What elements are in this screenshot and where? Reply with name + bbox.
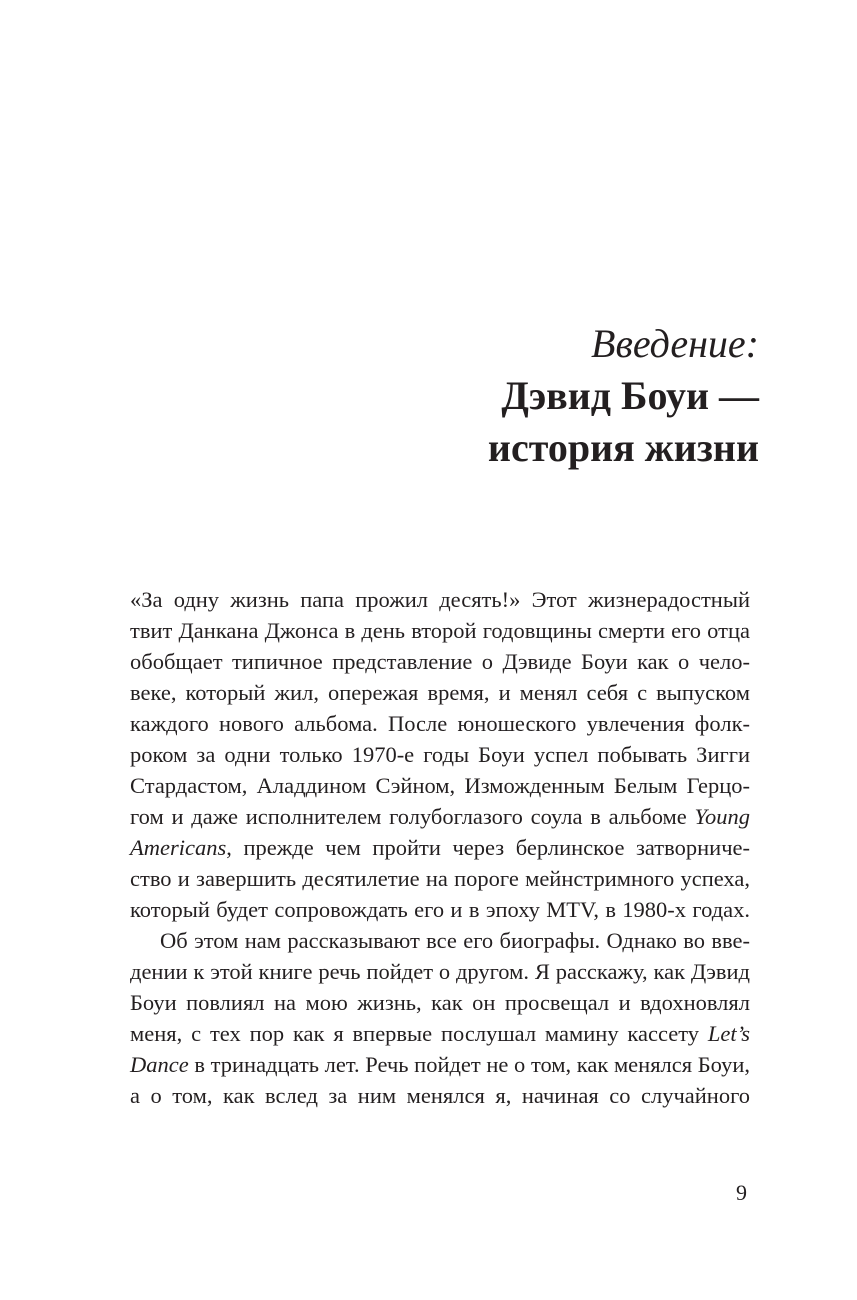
body-text xyxy=(130,584,750,1111)
album-title: Dance xyxy=(130,1052,189,1077)
text-line: дении к этой книге речь пойдет о другом. Я расскажу, как Дэвид xyxy=(130,959,750,984)
chapter-kicker: Введение: xyxy=(591,321,759,366)
text-line: веке, который жил, опережая время, и менял себя с выпуском xyxy=(130,680,750,705)
chapter-heading xyxy=(488,318,759,474)
text-line: роком за одни только 1970-е годы Боуи успел побывать Зигги xyxy=(130,742,750,767)
album-title: Young xyxy=(694,804,750,829)
text-run: , прежде чем пройти через берлинское затворниче- xyxy=(226,835,750,860)
text-line: «За одну жизнь папа прожил десять!» Этот жизнерадостный xyxy=(130,587,750,612)
text-line xyxy=(130,832,750,863)
text-line: Боуи повлиял на мою жизнь, как он просвещал и вдохновлял xyxy=(130,990,750,1015)
text-line xyxy=(130,1049,750,1080)
text-line: каждого нового альбома. После юношеского увлечения фолк- xyxy=(130,711,750,736)
text-line: обобщает типичное представление о Дэвиде Боуи как о чело- xyxy=(130,649,750,674)
paragraph-1 xyxy=(130,584,750,925)
text-run: меня, с тех пор как я впервые послушал мамину кассету xyxy=(130,1021,708,1046)
text-line: который будет сопровождать его и в эпоху MTV, в 1980-х годах. xyxy=(130,897,750,922)
text-line xyxy=(130,1018,750,1049)
chapter-title-line-1: Дэвид Боуи — xyxy=(501,373,759,418)
paragraph-2 xyxy=(130,925,750,1111)
text-run: гом и даже исполнителем голубоглазого соула в альбоме xyxy=(130,804,695,829)
text-run: в тринадцать лет. Речь пойдет не о том, как менялся Боуи, xyxy=(188,1052,750,1077)
text-line: твит Данкана Джонса в день второй годовщины смерти его отца xyxy=(130,618,750,643)
page-number: 9 xyxy=(736,1180,747,1205)
album-title: Let’s xyxy=(707,1021,750,1046)
chapter-title-line-2: история жизни xyxy=(487,425,759,470)
text-line: ство и завершить десятилетие на пороге мейнстримного успеха, xyxy=(130,866,750,891)
text-line xyxy=(130,801,750,832)
album-title: Americans xyxy=(130,835,227,860)
text-line: а о том, как вслед за ним менялся я, начиная со случайного xyxy=(130,1083,750,1108)
text-line: Стардастом, Аладдином Сэйном, Изможденным Белым Герцо- xyxy=(130,773,750,798)
text-line: Об этом нам рассказывают все его биографы. Однако во вве- xyxy=(160,928,750,953)
